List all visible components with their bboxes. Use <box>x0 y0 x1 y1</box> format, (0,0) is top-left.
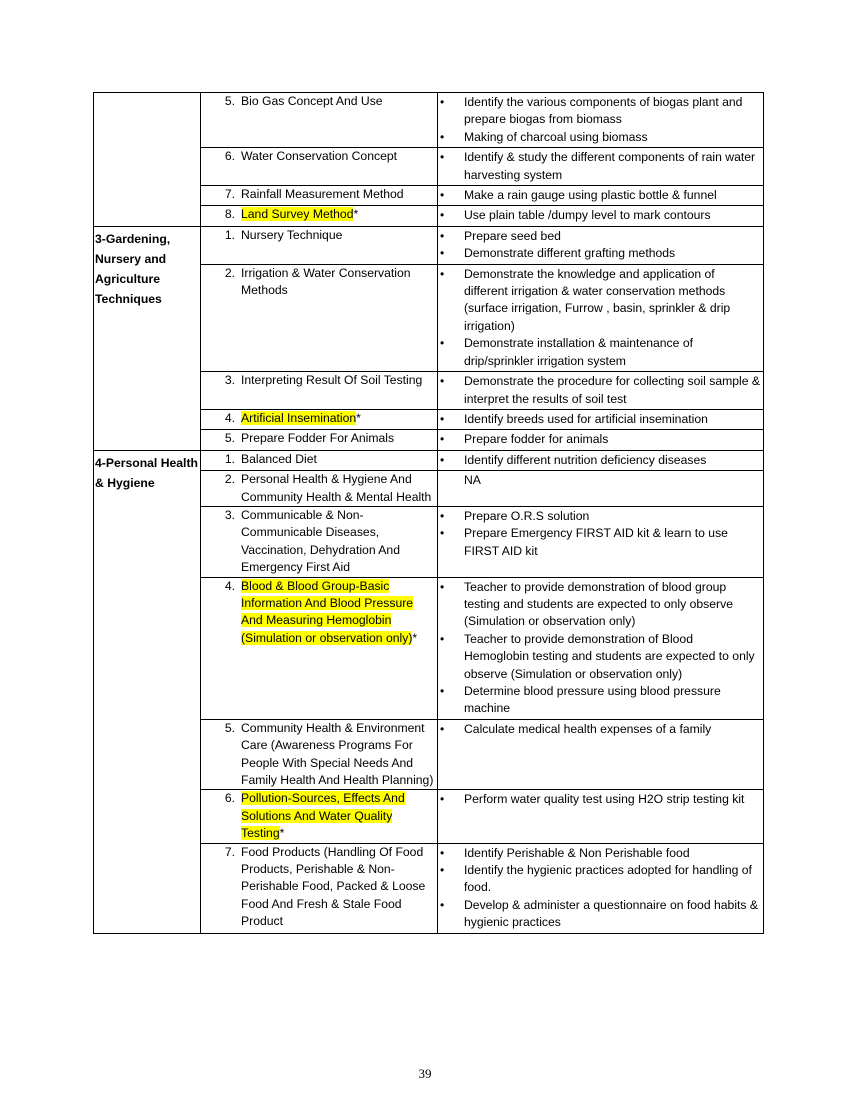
topic-label: Water Conservation Concept <box>241 149 398 164</box>
activity-text: NA <box>464 473 481 488</box>
topic-number: 7. <box>224 187 235 202</box>
topic-cell <box>201 409 438 429</box>
topic-text <box>235 451 437 468</box>
topic-label: Communicable & Non-Communicable Diseases, Vaccination, Dehydration And Emergency First Aid <box>241 507 400 575</box>
topic-number: 1. <box>224 227 235 242</box>
topic-text <box>235 790 437 842</box>
activity-list <box>440 452 761 469</box>
topic-cell <box>201 264 438 371</box>
topic-text <box>235 507 437 577</box>
activity-item: • Prepare seed bed <box>440 228 761 245</box>
topic-label: Prepare Fodder For Animals <box>241 431 395 446</box>
activity-item: • Demonstrate the knowledge and application of different irrigation & water conservation methods (surface irrigation, Furrow , basin, sprinkler & drip irrigation) <box>440 266 761 336</box>
table-row <box>94 226 764 264</box>
topic-entry <box>201 720 437 790</box>
activity-list <box>440 207 761 224</box>
topic-text <box>235 372 437 389</box>
topic-text <box>235 410 437 427</box>
topic-number: 8. <box>224 207 235 222</box>
highlighted-topic: Artificial Insemination <box>241 410 357 425</box>
activity-item: • Demonstrate the procedure for collecting soil sample & interpret the results of soil test <box>440 373 761 408</box>
topic-number: 7. <box>224 844 235 859</box>
topic-label: Irrigation & Water Conservation Methods <box>241 265 411 298</box>
activities-cell <box>438 450 764 470</box>
topic-number: 4. <box>224 410 235 425</box>
activities-cell <box>438 430 764 450</box>
activities-cell <box>438 372 764 410</box>
activity-item: • Prepare fodder for animals <box>440 431 761 448</box>
topic-text <box>235 471 437 506</box>
asterisk-mark: * <box>356 410 361 425</box>
topic-text <box>235 186 437 203</box>
activity-list <box>440 579 761 718</box>
activity-list <box>440 791 761 808</box>
topic-entry <box>201 227 437 244</box>
topic-cell <box>201 226 438 264</box>
asterisk-mark: * <box>412 630 418 645</box>
topic-entry <box>201 471 437 506</box>
topic-text <box>235 93 437 110</box>
topic-number: 6. <box>224 791 235 806</box>
topic-entry <box>201 186 437 203</box>
topic-cell <box>201 506 438 577</box>
topic-cell <box>201 471 438 507</box>
activities-cell <box>438 93 764 148</box>
topic-label: Rainfall Measurement Method <box>241 187 404 202</box>
activity-list <box>440 508 761 560</box>
activity-list <box>440 373 761 408</box>
activities-cell <box>438 186 764 206</box>
activities-cell <box>438 843 764 933</box>
highlighted-topic: Blood & Blood Group-Basic Information And Blood Pressure And Measuring Hemoglobin (Simulation or observation only) <box>241 578 414 645</box>
activity-table <box>93 92 764 934</box>
activity-item: • Identify the various components of biogas plant and prepare biogas from biomass <box>440 94 761 129</box>
topic-text <box>235 844 437 931</box>
topic-entry <box>201 578 437 648</box>
activities-cell <box>438 471 764 507</box>
activity-list <box>440 431 761 448</box>
highlighted-topic: Land Survey Method <box>241 207 354 222</box>
topic-label: Community Health & Environment Care (Awareness Programs For People With Special Needs And Family Health And Health Planning) <box>241 720 434 788</box>
activity-list <box>440 149 761 184</box>
topic-label: Food Products (Handling Of Food Products, Perishable & Non-Perishable Food, Packed & Loose Food And Fresh & Stale Food Product <box>241 844 426 929</box>
topic-number: 6. <box>224 149 235 164</box>
topic-cell <box>201 843 438 933</box>
activities-cell <box>438 148 764 186</box>
topic-number: 2. <box>224 265 235 280</box>
topic-text <box>235 227 437 244</box>
table-row <box>94 93 764 148</box>
topic-cell <box>201 186 438 206</box>
activity-item: • Demonstrate installation & maintenance of drip/sprinkler irrigation system <box>440 335 761 370</box>
activities-cell <box>438 577 764 719</box>
activities-cell <box>438 409 764 429</box>
topic-number: 3. <box>224 373 235 388</box>
activity-item: • Identify different nutrition deficiency diseases <box>440 452 761 469</box>
topic-cell <box>201 790 438 843</box>
activity-list <box>440 266 761 370</box>
table-row <box>94 450 764 470</box>
topic-entry <box>201 148 437 165</box>
activities-cell <box>438 790 764 843</box>
activity-item: • Identify the hygienic practices adopted for handling of food. <box>440 862 761 897</box>
section-title: 4-Personal Health & Hygiene <box>94 450 201 933</box>
topic-entry <box>201 451 437 468</box>
activity-item: • Use plain table /dumpy level to mark contours <box>440 207 761 224</box>
activity-list <box>440 845 761 932</box>
topic-label: Bio Gas Concept And Use <box>241 94 383 108</box>
topic-entry <box>201 93 437 110</box>
activity-item: • Teacher to provide demonstration of blood group testing and students are expected to only observe (Simulation or observation only) <box>440 579 761 631</box>
topic-entry <box>201 206 437 223</box>
activity-item: • Calculate medical health expenses of a family <box>440 721 761 738</box>
activity-item: • Make a rain gauge using plastic bottle & funnel <box>440 187 761 204</box>
asterisk-mark: * <box>279 826 285 841</box>
activities-cell <box>438 264 764 371</box>
activity-item: • Making of charcoal using biomass <box>440 129 761 146</box>
topic-number: 3. <box>224 507 235 522</box>
topic-text <box>235 430 437 447</box>
topic-label: Balanced Diet <box>241 451 317 466</box>
activity-list <box>440 228 761 263</box>
activity-item: • Determine blood pressure using blood pressure machine <box>440 683 761 718</box>
topic-entry <box>201 790 437 842</box>
activity-list <box>440 411 761 428</box>
section-title: 3-Gardening, Nursery and Agriculture Techniques <box>94 226 201 450</box>
topic-entry <box>201 372 437 389</box>
topic-label: Nursery Technique <box>241 227 343 242</box>
activity-item: • Identify & study the different components of rain water harvesting system <box>440 149 761 184</box>
activities-cell <box>438 206 764 226</box>
topic-label: Personal Health & Hygiene And Community Health & Mental Health <box>241 472 432 504</box>
topic-number: 5. <box>224 431 235 446</box>
topic-text <box>235 720 437 790</box>
topic-entry <box>201 430 437 447</box>
topic-entry <box>201 410 437 427</box>
topic-cell <box>201 577 438 719</box>
topic-number: 4. <box>224 578 235 593</box>
topic-entry <box>201 265 437 300</box>
page-number: 39 <box>418 1066 432 1081</box>
topic-text <box>235 206 437 223</box>
topic-number: 5. <box>224 94 235 108</box>
topic-entry <box>201 844 437 931</box>
section-title <box>94 93 201 227</box>
activity-list <box>440 187 761 204</box>
activity-list <box>440 721 761 738</box>
activity-item: • Develop & administer a questionnaire on food habits & hygienic practices <box>440 897 761 932</box>
topic-text <box>235 148 437 165</box>
activity-item: • Prepare Emergency FIRST AID kit & learn to use FIRST AID kit <box>440 525 761 560</box>
topic-cell <box>201 430 438 450</box>
asterisk-mark: * <box>353 207 359 222</box>
highlighted-topic: Pollution-Sources, Effects And Solutions And Water Quality Testing <box>241 791 405 841</box>
activity-list <box>440 94 761 146</box>
topic-text <box>235 265 437 300</box>
activities-cell <box>438 506 764 577</box>
topic-cell <box>201 372 438 410</box>
topic-cell <box>201 719 438 790</box>
activity-item: • Demonstrate different grafting methods <box>440 245 761 262</box>
activities-cell <box>438 719 764 790</box>
activity-table-body <box>94 93 764 934</box>
topic-cell <box>201 450 438 470</box>
topic-number: 2. <box>224 472 235 487</box>
topic-label: Interpreting Result Of Soil Testing <box>241 373 423 388</box>
activity-item: • Prepare O.R.S solution <box>440 508 761 525</box>
activity-item: • Perform water quality test using H2O strip testing kit <box>440 791 761 808</box>
activity-item: • Identify Perishable & Non Perishable food <box>440 845 761 862</box>
topic-cell <box>201 206 438 226</box>
topic-text <box>235 578 437 648</box>
topic-entry <box>201 507 437 577</box>
topic-cell <box>201 148 438 186</box>
activities-cell <box>438 226 764 264</box>
topic-number: 1. <box>224 451 235 466</box>
activity-item: • Identify breeds used for artificial insemination <box>440 411 761 428</box>
topic-number: 5. <box>224 720 235 735</box>
activity-item: • Teacher to provide demonstration of Blood Hemoglobin testing and students are expected to only observe (Simulation or observation only) <box>440 631 761 683</box>
topic-cell <box>201 93 438 148</box>
